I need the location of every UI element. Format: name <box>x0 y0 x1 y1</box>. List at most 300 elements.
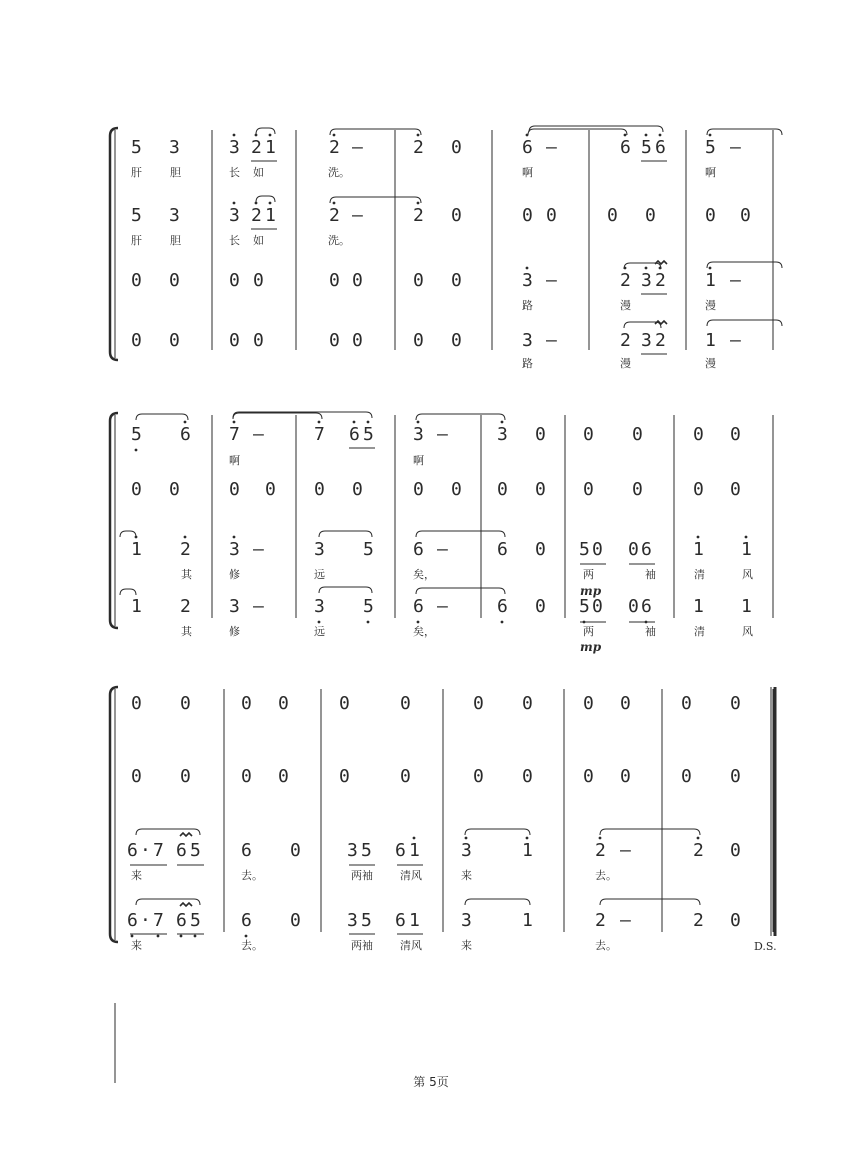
jianpu-note: 6 <box>522 137 534 158</box>
jianpu-note: 0 <box>413 330 425 351</box>
octave-dot-above <box>233 202 236 205</box>
jianpu-note: 2 <box>251 137 263 158</box>
lyric-syllable: 清风 <box>400 939 422 952</box>
system-bracket <box>110 413 118 628</box>
jianpu-note: 0 <box>131 330 143 351</box>
dynamic-mark: mp <box>580 584 602 598</box>
jianpu-note: – <box>437 539 449 560</box>
octave-dot-below <box>318 621 321 624</box>
mordent-mark <box>655 321 667 324</box>
jianpu-note: 0 <box>253 270 265 291</box>
lyric-syllable: 洗。 <box>328 234 350 247</box>
jianpu-note: 2 <box>413 205 425 226</box>
jianpu-note: 0 <box>329 270 341 291</box>
jianpu-note: – <box>253 596 265 617</box>
jianpu-note: 0 <box>730 693 742 714</box>
jianpu-note: 0 <box>169 479 181 500</box>
jianpu-note: 0 <box>730 424 742 445</box>
system-bracket <box>110 128 118 360</box>
jianpu-note: 0 <box>522 766 534 787</box>
jianpu-note: 0 <box>522 693 534 714</box>
jianpu-note: 6 <box>497 539 509 560</box>
jianpu-note: 6 <box>641 539 653 560</box>
octave-dot-below <box>131 935 134 938</box>
lyric-syllable: 来 <box>461 869 472 882</box>
jianpu-note: 1 <box>522 910 534 931</box>
jianpu-note: 2 <box>180 539 192 560</box>
lyric-syllable: 路 <box>522 299 533 312</box>
jianpu-note: 0 <box>473 693 485 714</box>
jianpu-note: – <box>546 137 558 158</box>
jianpu-note: 0 <box>693 479 705 500</box>
jianpu-note: 0 <box>253 330 265 351</box>
octave-dot-above <box>526 837 529 840</box>
lyric-syllable: 啊 <box>705 166 716 179</box>
jianpu-note: 0 <box>180 766 192 787</box>
slur <box>416 588 505 594</box>
slur <box>233 413 322 419</box>
lyric-syllable: 如 <box>253 234 264 247</box>
slur <box>120 531 136 537</box>
lyric-syllable: 去。 <box>595 939 617 952</box>
jianpu-note: 0 <box>535 479 547 500</box>
octave-dot-below <box>367 621 370 624</box>
jianpu-note: 0 <box>497 479 509 500</box>
grace-slur <box>256 128 275 134</box>
jianpu-note: 0 <box>632 424 644 445</box>
jianpu-note: – <box>730 137 742 158</box>
jianpu-note: 1 <box>741 596 753 617</box>
jianpu-note: 1 <box>265 137 277 158</box>
jianpu-note: 1 <box>693 539 705 560</box>
jianpu-note: 0 <box>628 539 640 560</box>
jianpu-note: 0 <box>681 693 693 714</box>
jianpu-note: · <box>140 910 152 931</box>
jianpu-note: 0 <box>290 840 302 861</box>
octave-dot-below <box>180 935 183 938</box>
jianpu-note: 6 <box>180 424 192 445</box>
lyric-syllable: 其 <box>181 625 192 638</box>
jianpu-note: 6 <box>395 910 407 931</box>
jianpu-note: 0 <box>278 766 290 787</box>
jianpu-note: 5 <box>131 424 143 445</box>
jianpu-note: 0 <box>620 693 632 714</box>
jianpu-note: 5 <box>190 910 202 931</box>
lyric-syllable: 风 <box>742 625 753 638</box>
jianpu-note: 0 <box>535 539 547 560</box>
jianpu-note: 0 <box>592 596 604 617</box>
jianpu-note: 0 <box>169 330 181 351</box>
lyric-syllable: 去。 <box>595 869 617 882</box>
jianpu-note: 0 <box>730 840 742 861</box>
jianpu-note: 0 <box>352 479 364 500</box>
octave-dot-below <box>501 621 504 624</box>
jianpu-note: 6 <box>620 137 632 158</box>
jianpu-note: 6 <box>241 910 253 931</box>
jianpu-note: 3 <box>497 424 509 445</box>
jianpu-note: 0 <box>632 479 644 500</box>
jianpu-note: 0 <box>241 693 253 714</box>
lyric-syllable: 来 <box>131 869 142 882</box>
mordent-mark <box>180 833 192 836</box>
lyric-syllable: 漫 <box>705 357 716 370</box>
jianpu-note: 0 <box>413 270 425 291</box>
jianpu-note: 0 <box>730 766 742 787</box>
jianpu-note: 0 <box>535 424 547 445</box>
jianpu-note: 1 <box>265 205 277 226</box>
lyric-syllable: 清 <box>694 568 705 581</box>
jianpu-note: 6 <box>395 840 407 861</box>
jianpu-note: 0 <box>583 479 595 500</box>
jianpu-note: 3 <box>169 205 181 226</box>
jianpu-note: 0 <box>229 479 241 500</box>
jianpu-note: 5 <box>361 910 373 931</box>
jianpu-note: 3 <box>314 596 326 617</box>
jianpu-note: 5 <box>190 840 202 861</box>
slur <box>707 262 782 268</box>
lyric-syllable: 洗。 <box>328 166 350 179</box>
jianpu-note: 3 <box>522 330 534 351</box>
jianpu-note: 0 <box>352 330 364 351</box>
slur <box>465 829 530 835</box>
lyric-syllable: 矣， <box>413 625 435 638</box>
octave-dot-above <box>233 536 236 539</box>
lyric-syllable: 肝 <box>131 234 142 247</box>
octave-dot-above <box>417 134 420 137</box>
jianpu-note: 3 <box>461 840 473 861</box>
jianpu-note: 6 <box>413 539 425 560</box>
jianpu-note: 5 <box>579 539 591 560</box>
jianpu-note: 2 <box>620 330 632 351</box>
octave-dot-above <box>255 202 258 205</box>
slur <box>319 587 372 593</box>
slur <box>600 899 700 905</box>
octave-dot-above <box>465 837 468 840</box>
octave-dot-above <box>659 134 662 137</box>
lyric-syllable: 啊 <box>522 166 533 179</box>
jianpu-note: 0 <box>473 766 485 787</box>
octave-dot-above <box>417 421 420 424</box>
page-footer: 第 5页 <box>413 1075 449 1089</box>
jianpu-note: 0 <box>592 539 604 560</box>
jianpu-note: 7 <box>229 424 241 445</box>
jianpu-note: 3 <box>641 270 653 291</box>
octave-dot-above <box>367 421 370 424</box>
jianpu-note: 0 <box>546 205 558 226</box>
jianpu-note: 1 <box>409 840 421 861</box>
slur <box>416 531 505 537</box>
jianpu-note: 2 <box>180 596 192 617</box>
lyric-syllable: 漫 <box>620 357 631 370</box>
jianpu-note: 0 <box>241 766 253 787</box>
jianpu-note: 0 <box>620 766 632 787</box>
jianpu-note: 0 <box>730 479 742 500</box>
octave-dot-above <box>255 134 258 137</box>
lyric-syllable: 如 <box>253 166 264 179</box>
slur <box>707 129 782 135</box>
lyric-syllable: 修 <box>229 568 240 581</box>
mordent-mark <box>180 903 192 906</box>
jianpu-note: 1 <box>705 330 717 351</box>
jianpu-note: – <box>546 330 558 351</box>
octave-dot-below <box>245 935 248 938</box>
lyric-syllable: 两 <box>583 625 594 638</box>
octave-dot-below <box>194 935 197 938</box>
jianpu-note: 0 <box>131 693 143 714</box>
jianpu-note: 0 <box>451 205 463 226</box>
octave-dot-above <box>709 134 712 137</box>
jianpu-note: – <box>437 424 449 445</box>
jianpu-note: 0 <box>583 693 595 714</box>
octave-dot-above <box>599 837 602 840</box>
jianpu-note: 1 <box>693 596 705 617</box>
jianpu-note: 0 <box>693 424 705 445</box>
jianpu-note: 6 <box>127 910 139 931</box>
jianpu-note: – <box>620 910 632 931</box>
slur <box>600 829 700 835</box>
jianpu-note: 2 <box>693 910 705 931</box>
slur <box>528 129 627 135</box>
jianpu-note: 1 <box>409 910 421 931</box>
jianpu-note: 0 <box>400 766 412 787</box>
octave-dot-above <box>269 134 272 137</box>
octave-dot-below <box>135 449 138 452</box>
jianpu-note: 0 <box>681 766 693 787</box>
jianpu-note: 6 <box>349 424 361 445</box>
jianpu-note: – <box>352 205 364 226</box>
jianpu-note: 2 <box>329 137 341 158</box>
jianpu-note: 6 <box>241 840 253 861</box>
jianpu-note: 0 <box>607 205 619 226</box>
jianpu-note: 1 <box>522 840 534 861</box>
slur <box>330 197 421 203</box>
lyric-syllable: 漫 <box>705 299 716 312</box>
lyric-syllable: 风 <box>742 568 753 581</box>
jianpu-note: 0 <box>451 270 463 291</box>
lyric-syllable: 远 <box>314 625 325 638</box>
jianpu-note: 0 <box>169 270 181 291</box>
slur <box>416 414 505 420</box>
jianpu-note: 6 <box>176 840 188 861</box>
jianpu-note: 0 <box>583 424 595 445</box>
slur <box>319 531 372 537</box>
jianpu-note: 7 <box>153 840 165 861</box>
jianpu-note: 0 <box>628 596 640 617</box>
jianpu-note: – <box>352 137 364 158</box>
octave-dot-above <box>645 267 648 270</box>
jianpu-note: 3 <box>229 205 241 226</box>
jianpu-note: 2 <box>655 330 667 351</box>
jianpu-note: 0 <box>535 596 547 617</box>
jianpu-note: 3 <box>169 137 181 158</box>
octave-dot-above <box>333 202 336 205</box>
jianpu-note: 0 <box>339 766 351 787</box>
jianpu-note: 6 <box>497 596 509 617</box>
jianpu-note: 0 <box>730 910 742 931</box>
jianpu-note: 0 <box>329 330 341 351</box>
jianpu-note: 2 <box>329 205 341 226</box>
lyric-syllable: 肝 <box>131 166 142 179</box>
lyric-syllable: 袖 <box>645 568 656 581</box>
octave-dot-above <box>353 421 356 424</box>
lyric-syllable: 清风 <box>400 869 422 882</box>
jianpu-note: 0 <box>451 479 463 500</box>
jianpu-note: 3 <box>413 424 425 445</box>
octave-dot-above <box>233 421 236 424</box>
octave-dot-above <box>745 536 748 539</box>
jianpu-note: 2 <box>413 137 425 158</box>
jianpu-note: 5 <box>131 205 143 226</box>
lyric-syllable: 矣， <box>413 568 435 581</box>
lyric-syllable: 路 <box>522 357 533 370</box>
jianpu-note: 2 <box>595 910 607 931</box>
octave-dot-above <box>526 267 529 270</box>
lyric-syllable: 漫 <box>620 299 631 312</box>
jianpu-note: 3 <box>641 330 653 351</box>
lyric-syllable: 两袖 <box>351 939 373 952</box>
lyric-syllable: 两袖 <box>351 869 373 882</box>
jianpu-note: 2 <box>595 840 607 861</box>
lyric-syllable: 袖 <box>645 625 656 638</box>
jianpu-note: 3 <box>314 539 326 560</box>
jianpu-note: 1 <box>705 270 717 291</box>
jianpu-note: 5 <box>363 596 375 617</box>
octave-dot-above <box>233 134 236 137</box>
jianpu-note: 0 <box>451 137 463 158</box>
octave-dot-above <box>417 202 420 205</box>
lyric-syllable: 远 <box>314 568 325 581</box>
jianpu-note: 0 <box>314 479 326 500</box>
lyric-syllable: 清 <box>694 625 705 638</box>
octave-dot-above <box>318 421 321 424</box>
lyric-syllable: 胆 <box>170 234 181 247</box>
jianpu-note: – <box>253 424 265 445</box>
grace-slur <box>256 196 275 202</box>
octave-dot-above <box>501 421 504 424</box>
jianpu-note: 3 <box>461 910 473 931</box>
jianpu-note: 0 <box>229 330 241 351</box>
slur <box>120 589 136 595</box>
octave-dot-above <box>645 134 648 137</box>
octave-dot-above <box>333 134 336 137</box>
octave-dot-above <box>624 134 627 137</box>
jianpu-note: 0 <box>278 693 290 714</box>
lyric-syllable: 来 <box>131 939 142 952</box>
jianpu-note: 0 <box>740 205 752 226</box>
jianpu-note: 6 <box>413 596 425 617</box>
octave-dot-below <box>157 935 160 938</box>
jianpu-note: 2 <box>620 270 632 291</box>
slur <box>136 414 188 420</box>
lyric-syllable: 去。 <box>241 869 263 882</box>
octave-dot-above <box>709 267 712 270</box>
octave-dot-below <box>417 621 420 624</box>
lyric-syllable: 长 <box>229 166 240 179</box>
jianpu-note: · <box>140 840 152 861</box>
jianpu-note: 0 <box>451 330 463 351</box>
jianpu-note: 3 <box>347 910 359 931</box>
jianpu-note: 5 <box>131 137 143 158</box>
dynamic-mark: mp <box>580 640 602 654</box>
jianpu-note: 6 <box>176 910 188 931</box>
jianpu-note: 7 <box>153 910 165 931</box>
jianpu-note: 5 <box>363 424 375 445</box>
jianpu-note: 0 <box>645 205 657 226</box>
octave-dot-above <box>184 421 187 424</box>
jianpu-note: 3 <box>522 270 534 291</box>
jianpu-note: – <box>546 270 558 291</box>
jianpu-note: 0 <box>522 205 534 226</box>
jianpu-note: 6 <box>127 840 139 861</box>
jianpu-note: 0 <box>352 270 364 291</box>
lyric-syllable: 其 <box>181 568 192 581</box>
jianpu-note: 0 <box>705 205 717 226</box>
jianpu-note: – <box>620 840 632 861</box>
jianpu-note: 5 <box>363 539 375 560</box>
jianpu-note: 0 <box>229 270 241 291</box>
jianpu-note: 5 <box>579 596 591 617</box>
jianpu-note: 0 <box>131 270 143 291</box>
octave-dot-above <box>697 837 700 840</box>
jianpu-note: 5 <box>641 137 653 158</box>
jianpu-note: – <box>437 596 449 617</box>
jianpu-note: 6 <box>641 596 653 617</box>
jianpu-note: 3 <box>229 137 241 158</box>
jianpu-note: 0 <box>413 479 425 500</box>
ds-mark: D.S. <box>754 940 777 953</box>
octave-dot-above <box>413 837 416 840</box>
jianpu-note: 1 <box>741 539 753 560</box>
lyric-syllable: 来 <box>461 939 472 952</box>
lyric-syllable: 胆 <box>170 166 181 179</box>
octave-dot-above <box>697 536 700 539</box>
jianpu-note: – <box>730 270 742 291</box>
jianpu-note: – <box>730 330 742 351</box>
jianpu-note: 5 <box>705 137 717 158</box>
jianpu-note: 1 <box>131 539 143 560</box>
slur <box>707 320 782 326</box>
jianpu-note: 3 <box>229 539 241 560</box>
lyric-syllable: 啊 <box>229 454 240 467</box>
jianpu-note: 0 <box>290 910 302 931</box>
lyric-syllable: 去。 <box>241 939 263 952</box>
lyric-syllable: 长 <box>229 234 240 247</box>
jianpu-note: 2 <box>655 270 667 291</box>
octave-dot-above <box>184 536 187 539</box>
octave-dot-above <box>269 202 272 205</box>
jianpu-note: 6 <box>655 137 667 158</box>
lyric-syllable: 修 <box>229 625 240 638</box>
jianpu-note: 0 <box>131 479 143 500</box>
jianpu-note: – <box>253 539 265 560</box>
jianpu-note: 3 <box>347 840 359 861</box>
jianpu-note: 0 <box>265 479 277 500</box>
jianpu-note: 0 <box>583 766 595 787</box>
jianpu-note: 0 <box>131 766 143 787</box>
jianpu-note: 2 <box>693 840 705 861</box>
jianpu-note: 0 <box>339 693 351 714</box>
jianpu-note: 5 <box>361 840 373 861</box>
jianpu-note: 0 <box>180 693 192 714</box>
system-bracket <box>110 687 118 942</box>
lyric-syllable: 两 <box>583 568 594 581</box>
lyric-syllable: 啊 <box>413 454 424 467</box>
slur <box>465 899 530 905</box>
jianpu-note: 3 <box>229 596 241 617</box>
slur <box>330 129 421 135</box>
jianpu-note: 0 <box>400 693 412 714</box>
jianpu-note: 2 <box>251 205 263 226</box>
